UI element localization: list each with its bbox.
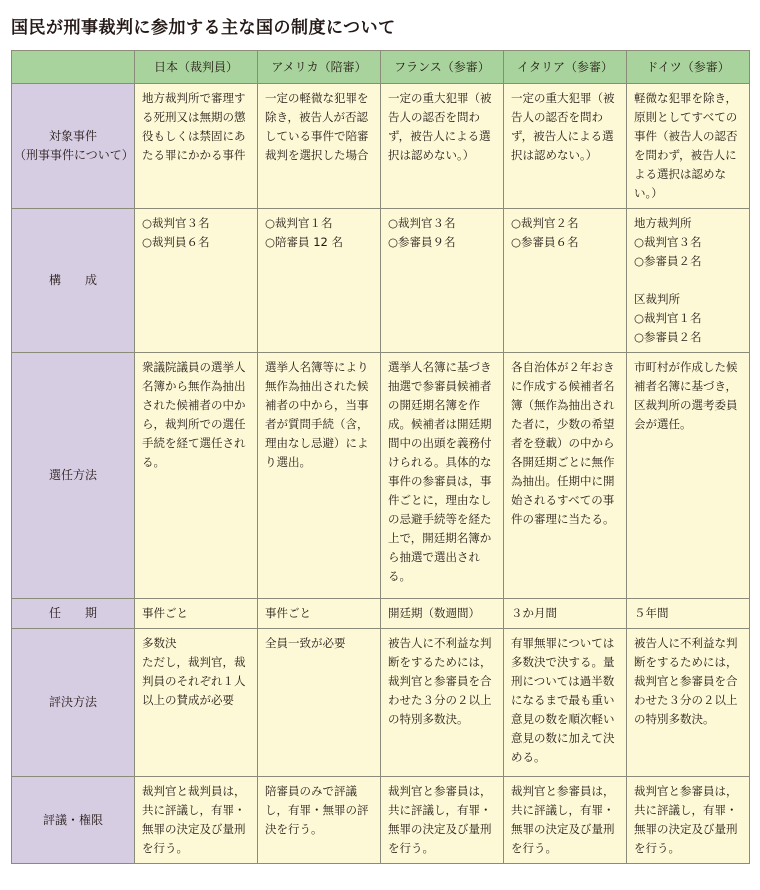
header-italy: イタリア（参審） — [504, 51, 627, 84]
table-cell: ３か月間 — [504, 599, 627, 629]
table-row — [12, 353, 750, 599]
table-cell: 多数決 ただし，裁判官，裁判員のそれぞれ１人以上の賛成が必要 — [135, 629, 258, 777]
table-cell: 各自治体が２年おきに作成する候補者名簿（無作為抽出された者に，少数の希望者を登載）の中から各開廷期ごとに無作為抽出。任期中に開始されるすべての事件の審理に当たる。 — [504, 353, 627, 599]
table-cell: 軽微な犯罪を除き，原則としてすべての事件（被告人の認否を問わず，被告人による選択は認めない。） — [627, 84, 750, 209]
header-france: フランス（参審） — [381, 51, 504, 84]
table-cell: 被告人に不利益な判断をするためには，裁判官と参審員を合わせた３分の２以上の特別多数決。 — [381, 629, 504, 777]
table-cell: 全員一致が必要 — [258, 629, 381, 777]
table-cell: 選挙人名簿に基づき抽選で参審員候補者の開廷期名簿を作成。候補者は開廷期間中の出頭を義務付けられる。具体的な事件の参審員は，事件ごとに，理由なしの忌避手続等を経た上で，開廷期名簿から抽選で選出される。 — [381, 353, 504, 599]
table-cell: 地方裁判所で審理する死刑又は無期の懲役もしくは禁固にあたる罪にかかる事件 — [135, 84, 258, 209]
table-cell: 一定の軽微な犯罪を除き，被告人が否認している事件で陪審裁判を選択した場合 — [258, 84, 381, 209]
header-germany: ドイツ（参審） — [627, 51, 750, 84]
row-label-composition: 構 成 — [12, 209, 135, 353]
table-cell: ５年間 — [627, 599, 750, 629]
table-cell: 選挙人名簿等により無作為抽出された候補者の中から，当事者が質問手続（含，理由なし忌避）により選出。 — [258, 353, 381, 599]
table-cell: ○裁判官３名 ○参審員９名 — [381, 209, 504, 353]
table-row — [12, 84, 750, 209]
table-cell: 一定の重大犯罪（被告人の認否を問わず，被告人による選択は認めない。） — [381, 84, 504, 209]
row-label-selection-method: 選任方法 — [12, 353, 135, 599]
table-cell: 裁判官と参審員は，共に評議し，有罪・無罪の決定及び量刑を行う。 — [381, 777, 504, 864]
table-cell: 裁判官と参審員は，共に評議し，有罪・無罪の決定及び量刑を行う。 — [504, 777, 627, 864]
table-cell: 裁判官と裁判員は，共に評議し，有罪・無罪の決定及び量刑を行う。 — [135, 777, 258, 864]
comparison-table — [11, 50, 750, 864]
table-row — [12, 777, 750, 864]
header-usa: アメリカ（陪審） — [258, 51, 381, 84]
header-row — [12, 51, 750, 84]
table-cell: 被告人に不利益な判断をするためには，裁判官と参審員を合わせた３分の２以上の特別多数決。 — [627, 629, 750, 777]
table-cell: 開廷期（数週間） — [381, 599, 504, 629]
table-cell: 衆議院議員の選挙人名簿から無作為抽出された候補者の中から，裁判所での選任手続を経て選任される。 — [135, 353, 258, 599]
table-cell: 一定の重大犯罪（被告人の認否を問わず，被告人による選択は認めない。） — [504, 84, 627, 209]
table-row — [12, 209, 750, 353]
table-cell: ○裁判官１名 ○陪審員 12 名 — [258, 209, 381, 353]
page-title: 国民が刑事裁判に参加する主な国の制度について — [11, 18, 396, 38]
row-label-verdict-method: 評決方法 — [12, 629, 135, 777]
table-row — [12, 629, 750, 777]
table-cell: 事件ごと — [258, 599, 381, 629]
header-corner — [12, 51, 135, 84]
row-label-deliberation-authority: 評議・権限 — [12, 777, 135, 864]
table-cell: ○裁判官３名 ○裁判員６名 — [135, 209, 258, 353]
row-label-term: 任 期 — [12, 599, 135, 629]
table-cell: 地方裁判所 ○裁判官３名 ○参審員２名 区裁判所 ○裁判官１名 ○参審員２名 — [627, 209, 750, 353]
table-row — [12, 599, 750, 629]
table-cell: 事件ごと — [135, 599, 258, 629]
table-cell: 有罪無罪については多数決で決する。量刑については過半数になるまで最も重い意見の数を順次軽い意見の数に加えて決める。 — [504, 629, 627, 777]
table-cell: 陪審員のみで評議し，有罪・無罪の評決を行う。 — [258, 777, 381, 864]
header-japan: 日本（裁判員） — [135, 51, 258, 84]
table-cell: 市町村が作成した候補者名簿に基づき，区裁判所の選考委員会が選任。 — [627, 353, 750, 599]
table-cell: 裁判官と参審員は，共に評議し，有罪・無罪の決定及び量刑を行う。 — [627, 777, 750, 864]
row-label-target-cases: 対象事件 （刑事事件について） — [12, 84, 135, 209]
table-cell: ○裁判官２名 ○参審員６名 — [504, 209, 627, 353]
